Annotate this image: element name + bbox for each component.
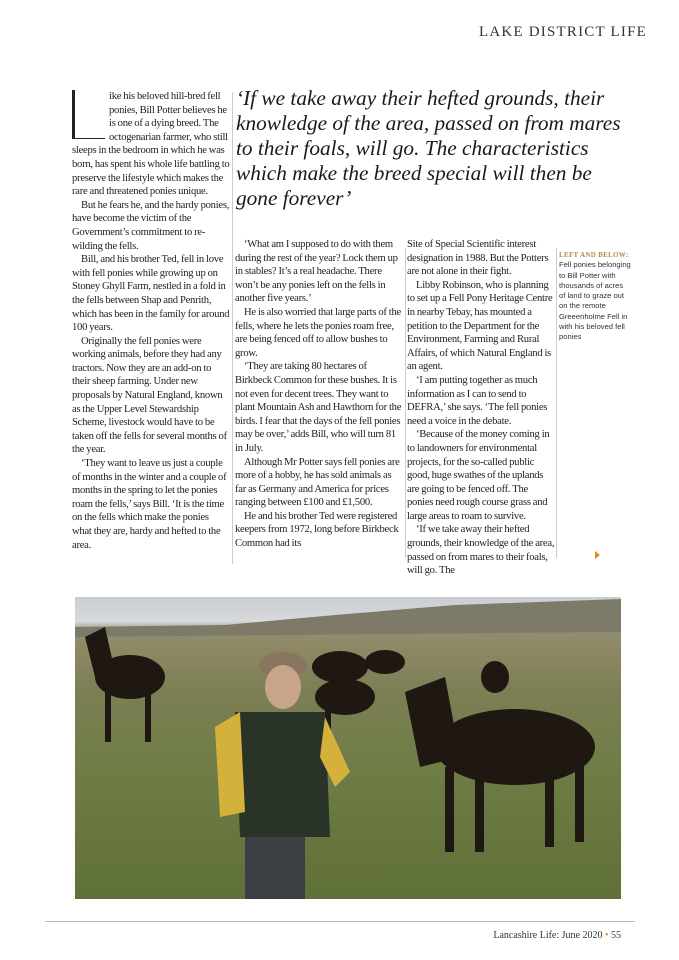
paragraph: ike his beloved hill-bred fell ponies, Bill Potter believes he is one of a dying breed. The octogenarian farmer, who still sleeps in the bedroom in which he was born, has spent his whole life battling to preserve the lifestyle which makes the rare and threatened ponies unique. [72, 91, 230, 198]
paragraph: Originally the fell ponies were working animals, before they had any tractors. Now they are an add-on to their sheep farming. Under new proposals by Natural England, known as the Upper Level Stewardship Scheme, livestock would have to be taken off the fells for several months of the year. [72, 335, 227, 456]
photo-caption [559, 250, 631, 343]
paragraph: ‘If we take away their hefted grounds, their knowledge of the area, passed on from mares to their foals, will go. The [407, 524, 555, 577]
column-divider [405, 248, 406, 558]
article-column-2 [235, 238, 403, 551]
paragraph: ‘They want to leave us just a couple of months in the winter and a couple of months in the spring to let the ponies roam the fells,’ says Bill. ‘It is the time on the fells which make the ponies what they are, hardy and hefted to the area. [72, 458, 227, 551]
paragraph: But he fears he, and the hardy ponies, have become the victim of the Government’s commitment to re-wilding the fells. [72, 199, 230, 252]
page-number: 55 [611, 930, 621, 941]
paragraph: ‘I am putting together as much information as I can to send to DEFRA,’ she says. ‘The fell ponies need a voice in the debate. [407, 374, 548, 427]
continue-arrow-icon [595, 551, 600, 559]
article-column-1 [72, 90, 230, 552]
pull-quote: ‘If we take away their hefted grounds, their knowledge of the area, passed on from mares to their foals, will go. The characteristics which make the breed special will then be gone forever’ [236, 86, 621, 210]
ponies-photo-illustration [75, 597, 621, 899]
page-footer [493, 930, 621, 941]
paragraph: Although Mr Potter says fell ponies are more of a hobby, he has sold animals as far as Germany and America for prices ranging between £100 and £1,500. [235, 456, 400, 509]
article-photo [75, 597, 621, 899]
paragraph: He is also worried that large parts of the fells, where he lets the ponies roam free, are being fenced off to allow bushes to grow. [235, 306, 401, 359]
paragraph: Site of Special Scientific interest designation in 1988. But the Potters are not alone in their fight. [407, 239, 549, 278]
paragraph: Bill, and his brother Ted, fell in love with fell ponies while growing up on Stoney Ghyll Farm, nestled in a fold in the fells between Shap and Penrith, which has been in the family for around 100 years. [72, 254, 230, 334]
section-header: LAKE DISTRICT LIFE [479, 24, 647, 40]
column-divider [232, 92, 233, 564]
caption-title: LEFT AND BELOW: [559, 251, 629, 259]
caption-text: Fell ponies belonging to Bill Potter with thousands of acres of land to graze out on the remote Greeenholme Fell in with his beloved fell ponies [559, 260, 631, 342]
paragraph: ‘What am I supposed to do with them during the rest of the year? Lock them up in stables? It’s a real headache. There won’t be any ponies left on the fells in another five years.’ [235, 239, 398, 305]
article-column-3 [407, 238, 555, 578]
paragraph: ‘They are taking 80 hectares of Birkbeck Common for these bushes. It is not even for decent trees. They want to plant Mountain Ash and Hawthorn for the birds. I fear that the days of the fell ponies may be over,’ adds Bill, who will turn 81 in July. [235, 361, 402, 454]
paragraph: Libby Robinson, who is planning to set up a Fell Pony Heritage Centre in nearby Tebay, has mounted a petition to the Department for the Environment, Farming and Rural Affairs, of which Natural England is an agent. [407, 279, 553, 373]
footer-divider [45, 921, 635, 922]
column-divider [556, 248, 557, 558]
drop-cap [72, 90, 105, 139]
paragraph: He and his brother Ted were registered keepers from 1972, long before Birkbeck Common had its [235, 510, 399, 550]
publication-issue: Lancashire Life: June 2020 [493, 930, 603, 941]
paragraph: ‘Because of the money coming in to landowners for environmental projects, for the so-called public good, huge swathes of the uplands are going to be fenced off. The ponies need rough course grass and large areas to roam to survive. [407, 429, 550, 522]
separator-dot: • [604, 930, 609, 941]
